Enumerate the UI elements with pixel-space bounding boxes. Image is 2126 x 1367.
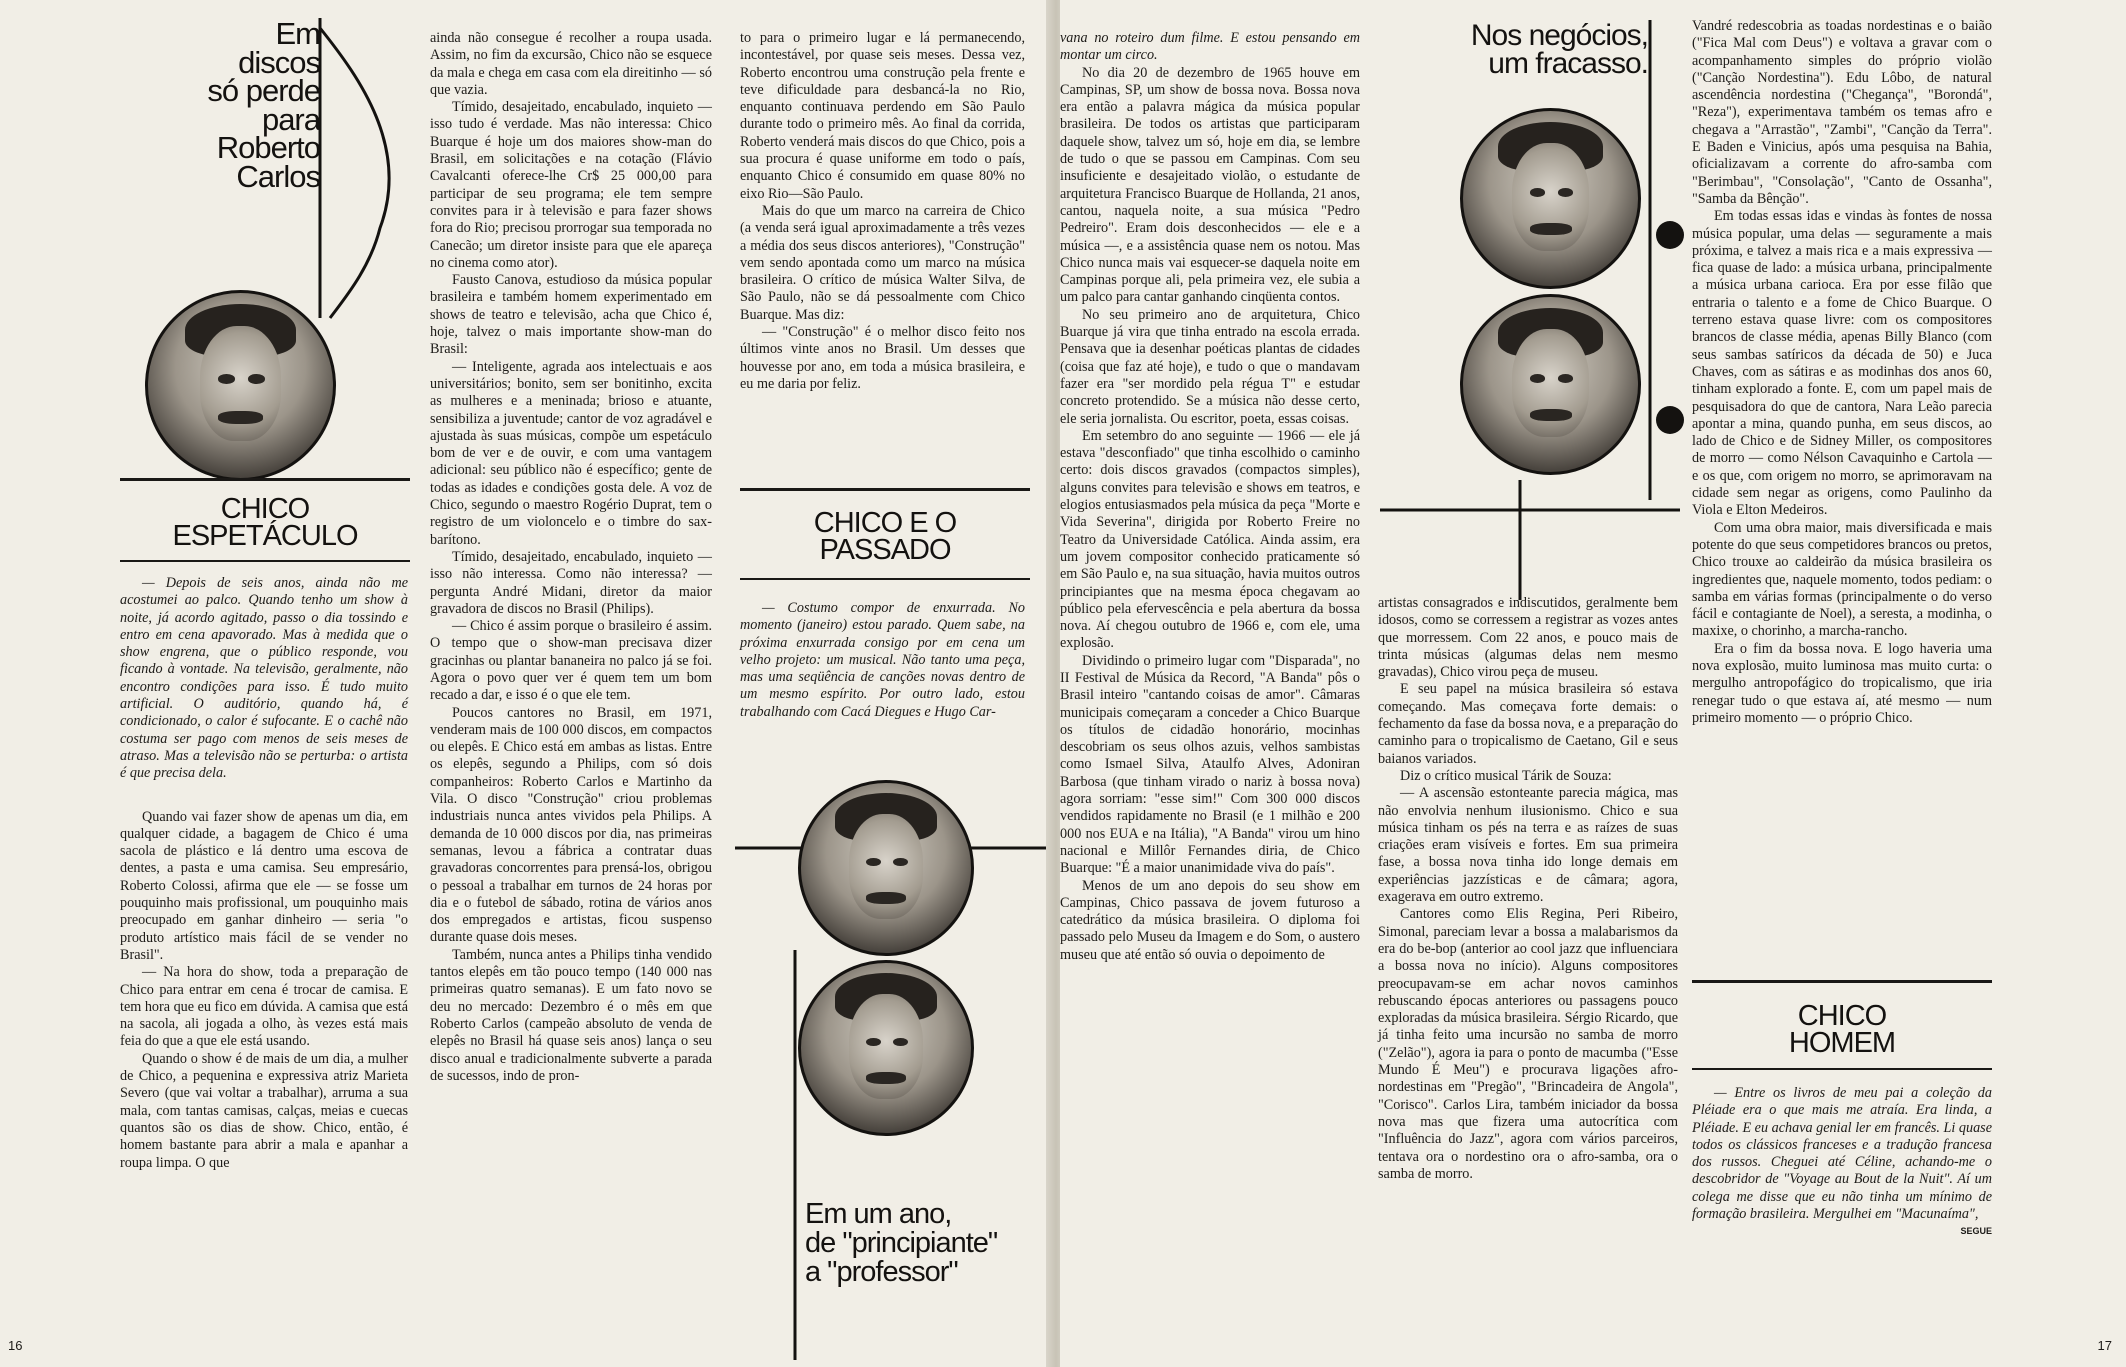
paragraph: E seu papel na música brasileira só estava começando. Mas começava forte demais: o fechamento da fase da bossa nova, e a preparação do caminho para o tropicalismo de Caetano, Gil e seus baianos variados. [1378,681,1678,767]
paragraph: Em todas essas idas e vindas às fontes de nossa música popular, uma delas — seguramente a mais próxima, e talvez a mais rica e a mais expressiva — fica quase de lado: a música urbana, principalmente a música urbana carioca. Era por esse filão que entraria o talento e a fome de Chico Buarque. O terreno estava quase livre: com os compositores brancos de classe média, apenas Billy Blanco (com seus sambas satíricos da década de 50) e Juca Chaves, com as sátiras e as modinhas dos anos 60, tinham explorado a fonte. E, com um papel mais de pesquisadora do que de cantora, Nara Leão parecia apontar a mina, quando punha, em seus discos, ao lado de Chico e de Sidney Miller, os compositores de morro — como Nélson Cavaquinho e Cartola — e os que, com origem no morro, se aprimoravam na cidade sem negar as origens, como Paulinho da Viola e Elton Medeiros. [1692,208,1992,519]
caption-line: a "professor" [805,1256,958,1288]
right-column-2 [1378,595,1678,1183]
paragraph: — "Construção" é o melhor disco feito nos últimos vinte anos no Brasil. Um desses que houvesse por ano, em toda a música brasileira, e eu me daria por feliz. [740,324,1025,392]
headline-line: Em [275,16,320,51]
headline-line: só perde [207,73,320,109]
paragraph: Em setembro do ano seguinte — 1966 — ele já estava "desconfiado" que tinha escolhido o caminho certo: dois discos gravados (compactos simples), alguns convites para televisão e shows em teatros, e elogios entusiasmados pela música da peça "Morte e Vida Severina", dirigida por Roberto Freire no Teatro da Universidade Católica. Ainda assim, era um jovem compositor conhecido praticamente só em São Paulo e, na sua situação, havia muitos outros principiantes que na mesma época chegavam ao público pela efervescência e pela abertura da bossa nova. Aí chegou outubro de 1966 e, com ele, uma explosão. [1060,427,1360,652]
headline-line: Roberto [216,130,320,166]
left-page [0,0,1052,1367]
page-number: 17 [2097,1338,2112,1353]
paragraph: Diz o crítico musical Tárik de Souza: [1400,767,1612,784]
divider [120,560,410,562]
caption-line: de "principiante" [805,1227,998,1259]
divider [1692,980,1992,983]
paragraph: Com uma obra maior, mais diversificada e mais potente do que seus competidores brancos ou pretos, Chico trouxe ao caldeirão da música brasileira os ingredientes que, naquele momento, todos pediam: o samba em várias formas (principalmente o do verso fácil e contagiante de Noel), a seresta, a modinha, o maxixe, o chorinho, a marcha-rancho. [1692,519,1992,640]
chico-portrait [798,780,974,956]
left-column-3-quote [740,600,1025,721]
divider [740,578,1030,580]
divider [120,478,410,481]
chico-portrait [798,960,974,1136]
paragraph: Tímido, desajeitado, encabulado, inquieto — isso tudo é verdade. Mas não interessa: Chico Buarque é hoje um dos maiores show-man do Brasil, em solicitações e na cotação (Flávio Cavalcanti oferece-lhe Cr$ 25 000,00 para participar de seu programa; ele tem sempre convites para ir à televisão e para fazer shows fora do Rio; precisou prorrogar sua temporada no Canecão; um diretor insiste para que ele apareça no cinema como ator). [430,99,712,271]
page-number: 16 [8,1338,23,1353]
right-column-3-quote [1692,1085,1992,1241]
section-title-espetaculo [120,493,410,552]
continued-label: SEGUE [1960,1226,1992,1237]
left-column-3 [740,30,1025,393]
paragraph: — Inteligente, agrada aos intelectuais e aos universitários; bonito, sem ser bonitinho, excita as mulheres e a meninada; brioso e atuante, sensibiliza a juventude; cantor de voz agradável e ajustada às suas músicas, compõe um espetáculo bom de ver e de ouvir, e com uma vantagem adicional: seu público não é específico; gente de todas as idades e condições gosta dele. A voz de Chico, segundo o maestro Rogério Duprat, tem o registro de um violoncelo e o timbre do sax-barítono. [430,358,712,548]
headline-line: um fracasso. [1488,46,1648,80]
left-column-1 [120,575,408,1172]
divider [1692,1068,1992,1070]
paragraph: Dividindo o primeiro lugar com "Disparada", no II Festival de Música da Record, "A Banda" pôs o Brasil inteiro "cantando coisas de amor". Câmaras municipais começaram a conceder a Chico Buarque os títulos de cidadão honorário, mocinhas descobriam os seus olhos azuis, velhos sambistas como Ismael Silva, Ataulfo Alves, Adoniran Barbosa (que tinham virado o nariz à bossa nova) agora sorriam: "esse sim!" Com 300 000 discos vendidos rapidamente no Brasil (e 1 milhão e 200 000 nos EUA e na Itália), "A Banda" virou um hino nacional e Millôr Fernandes diria, de Chico Buarque: "É a maior unanimidade viva do país". [1060,652,1360,877]
paragraph: Vandré redescobria as toadas nordestinas e o baião ("Fica Mal com Deus") e voltava a gravar com o acompanhamento simples do próprio violão ("Canção Nordestina"). Edu Lôbo, de natural ascendência nordestina ("Chegança", "Borondá", "Reza"), experimentava também os temas afro e chegava a "Arrastão", "Zambi", "Canção da Terra". E Baden e Vinicius, após uma pesquisa na Bahia, oficializavam a corrente do afro-samba com "Berimbau", "Consolação", "Canto de Ossanha", "Samba da Bênção". [1692,18,1992,207]
paragraph: ainda não consegue é recolher a roupa usada. Assim, no fim da excursão, Chico não se esquece da mala e chega em casa com ela direitinho — só que vazia. [430,30,712,98]
paragraph: — A ascensão estonteante parecia mágica, mas não envolvia nenhum ilusionismo. Chico e sua música tinham os pés na terra e as raízes de suas criações eram visíveis e fortes. Em sua primeira fase, a bossa nova tinha ido longe demais em experiências jazzísticas e de câmara; agora, exagerava em outro extremo. [1378,785,1678,906]
section-title-line: CHICO [1797,1000,1887,1032]
divider [740,488,1030,491]
section-title-line: PASSADO [819,533,951,566]
paragraph: to para o primeiro lugar e lá permanecendo, incontestável, por quase seis meses. Dessa vez, Roberto encontrou uma construção pela frente e teve dificuldade para desbancá-la no Rio, enquanto continuava perdendo em São Paulo durante todo o primeiro mês. Ao final da corrida, Roberto venderá mais discos do que Chico, pois a sua procura é quase uniforme em todo o país, enquanto Chico é consumido em quase 80% no eixo Rio—São Paulo. [740,30,1025,202]
headline-line: discos [238,44,320,80]
paragraph: Menos de um ano depois do seu show em Campinas, Chico passava de jovem futuroso a catedrático da música brasileira. O diploma foi passado pelo Museu da Imagem e do Som, o austero museu que até então só ouvia o depoimento de [1060,877,1360,963]
section-title-line: ESPETÁCULO [172,519,358,552]
caption-principiante-professor [805,1200,1045,1287]
chico-portrait [145,290,336,481]
section-title-line: CHICO [220,493,310,525]
paragraph: Mais do que um marco na carreira de Chico (a venda será igual aproximadamente a três vezes a média dos seus discos anteriores), "Construção" vem sendo apontada como um marco na música brasileira. O crítico de música Walter Silva, de São Paulo, não se dá pessoalmente com Chico Buarque. Mas diz: [740,202,1025,323]
paragraph: Quando o show é de mais de um dia, a mulher de Chico, a pequenina e expressiva atriz Marieta Severo (que vai voltar a trabalhar), arruma a sua mala, com tantas camisas, calças, meias e cuecas quantos são os dias de show. Chico, então, é homem bastante para abrir a mala e apanhar a roupa limpa. O que [120,1050,408,1171]
paragraph: Fausto Canova, estudioso da música popular brasileira e também homem experimentado em shows de teatro e televisão, acha que Chico é, hoje, talvez o mais importante show-man do Brasil: [430,272,712,358]
chico-portrait [1460,294,1641,475]
paragraph: No dia 20 de dezembro de 1965 houve em Campinas, SP, um show de bossa nova. Bossa nova era então a palavra mágica da música popular brasileira. De todos os artistas que participaram daquele show, talvez um só, hoje em dia, se lembre de tudo o que se passou em Campinas. Com seu insuficiente e desajeitado violão, o estudante de arquitetura Francisco Buarque de Hollanda, 21 anos, cantou, naquela noite, a sua música "Pedro Pedreiro". Eram dois desconhecidos — ele e a música —, e a assistência quase nem os notou. Mas Chico nunca mais vai esquecer-se daquela noite em Campinas porque ali, pela primeira vez, ele subia a um palco para cantar ganhando cinqüenta contos. [1060,64,1360,306]
paragraph: Era o fim da bossa nova. E logo haveria uma nova explosão, muito luminosa mas muito curta: o mergulho antropofágico do tropicalismo, que iria renegar tudo o que estava aí, até mesmo — num primeiro momento — o próprio Chico. [1692,640,1992,726]
paragraph: Quando vai fazer show de apenas um dia, em qualquer cidade, a bagagem de Chico é uma sacola de plástico e lá dentro uma escova de dentes, a pasta e uma camisa. Seu empresário, Roberto Colossi, afirma que ele — se fosse um pouquinho mais profissional, um pouquinho mais preocupado em ganhar dinheiro — seria "o produto artístico mais fácil de se vender no Brasil". [120,808,408,963]
section-title-homem [1692,1000,1992,1059]
right-column-1 [1060,30,1360,964]
chico-portrait [1460,108,1641,289]
headline-line: para [261,101,320,137]
caption-line: Em um ano, [805,1198,952,1230]
right-page [1060,0,2126,1367]
paragraph: Tímido, desajeitado, encabulado, inquieto — isso não interessa. Como não interessa? — pergunta André Midani, diretor da maior gravadora de discos no Brasil (Philips). [430,548,712,617]
headline-line: Nos negócios, [1470,19,1648,52]
headline-left [150,16,320,194]
quote-paragraph: — Entre os livros de meu pai a coleção da Pléiade era o que mais me atraía. Era linda, a Pléiade. E eu achava genial ler em francês. Li quase todos os clássicos franceses e a tradução francesa dos russos. Cheguei até Céline, achando-me o descobridor de "Voyage au Bout de la Nuit". Aí um colega me disse que eu não tinha um mínimo de formação brasileira. Mergulhei em "Macunaíma", [1692,1085,1992,1223]
right-column-3 [1692,18,1992,727]
quote-paragraph: — Costumo compor de enxurrada. No momento (janeiro) estou parado. Quem sabe, na próxima enxurrada consigo por em cena um velho projeto: um musical. Não tanto uma peça, mas uma seqüência de canções novas dentro de um mesmo espírito. Por outro lado, estou trabalhando com Cacá Diegues e Hugo Car- [740,600,1025,720]
left-column-2 [430,30,712,1085]
paragraph: No seu primeiro ano de arquitetura, Chico Buarque já vira que tinha entrado na escola errada. Pensava que ia desenhar poéticas plantas de cidades (coisa que faz até hoje), e tudo o que o mandavam fazer era "ser mordido pela régua T" e estudar concreto protendido. Se a música não desse certo, ele seria jornalista. Ou escritor, poeta, essas coisas. [1060,306,1360,427]
headline-line: Carlos [236,158,320,194]
paragraph: — Na hora do show, toda a preparação de Chico para entrar em cena é trocar de camisa. E tem hora que eu fico em dúvida. A camisa que está na sacola, ali jogada a olho, às vezes está mais feia do que a que ele está usando. [120,964,408,1050]
quote-paragraph: — Depois de seis anos, ainda não me acostumei ao palco. Quando tenho um show à noite, já acordo agitado, passo o dia tossindo e entro em cena apavorado. Mas à medida que o show engrena, que o público responde, vou ficando à vontade. Na televisão, geralmente, não encontro condições para isso. É tudo muito artificial. O auditório, quando há, é condicionado, o calor é sufocante. E o cachê não costuma ser pago com menos de seis meses de atraso. Mas a televisão não se perturba: o artista é que precisa dela. [120,575,408,782]
section-title-line: CHICO E O [813,507,957,539]
paragraph: Cantores como Elis Regina, Peri Ribeiro, Simonal, pareciam levar a bossa a malabarismos da era do be-bop (anterior ao cool jazz que influenciara a bossa nova no início). Alguns compositores preocupavam-se em achar novos caminhos rebuscando épocas anteriores ou passagens pouco exploradas da música brasileira. Sérgio Ricardo, que já tinha feito uma incursão no samba de morro ("Zelão"), agora ia para o ponto de macumba ("Esse Mundo É Meu") e procurava ligações afro-nordestinas em "Pregão", "Brincadeira de Angola", "Corisco". Carlos Lira, também iniciador da bossa nova mas que fizera uma autocrítica com "Influência do Jazz", agora com vários parceiros, tentava ora o nordestino ora o afro-samba, ora o samba de morro. [1378,906,1678,1182]
paragraph: artistas consagrados e indiscutidos, geralmente bem idosos, como se corressem a registrar as vozes antes que morressem. Com 22 anos, e pouco mais de trinta músicas (algumas delas nem mesmo gravadas), Chico virou peça de museu. [1378,595,1678,681]
paragraph: vana no roteiro dum filme. E estou pensando em montar um circo. [1060,30,1360,64]
section-title-line: HOMEM [1788,1026,1896,1059]
section-title-passado [740,507,1030,566]
paragraph: — Chico é assim porque o brasileiro é assim. O tempo que o show-man precisava dizer gracinhas ou plantar bananeira no palco já se foi. Agora o povo quer ver é quem tem um bom recado a dar, e isso é o que ele tem. [430,618,712,704]
paragraph: Também, nunca antes a Philips tinha vendido tantos elepês em tão pouco tempo (140 000 nas primeiras quatro semanas). E um fato novo se deu no mercado: Dezembro é o mês em que Roberto Carlos (campeão absoluto de venda de elepês no Brasil há quase seis anos) lança o seu disco anual e tradicionalmente subverte a parada de sucessos, indo de pron- [430,946,712,1084]
paragraph: Poucos cantores no Brasil, em 1971, venderam mais de 100 000 discos, em compactos ou elepês. E Chico está em ambas as listas. Entre os elepês, segundo a Philips, com só dois companheiros: Roberto Carlos e Martinho da Vila. O disco "Construção" criou problemas industriais nunca antes vividos pela Philips. A demanda de 10 000 discos por dia, nas primeiras semanas, levou a fábrica a contratar duas gravadoras concorrentes para prensá-los, obrigou o pessoal a trabalhar em turnos de 24 horas por dia e o futebol de sábado, rotina de vários anos dos empregados e artistas, ficou suspenso durante quase dois meses. [430,704,712,946]
